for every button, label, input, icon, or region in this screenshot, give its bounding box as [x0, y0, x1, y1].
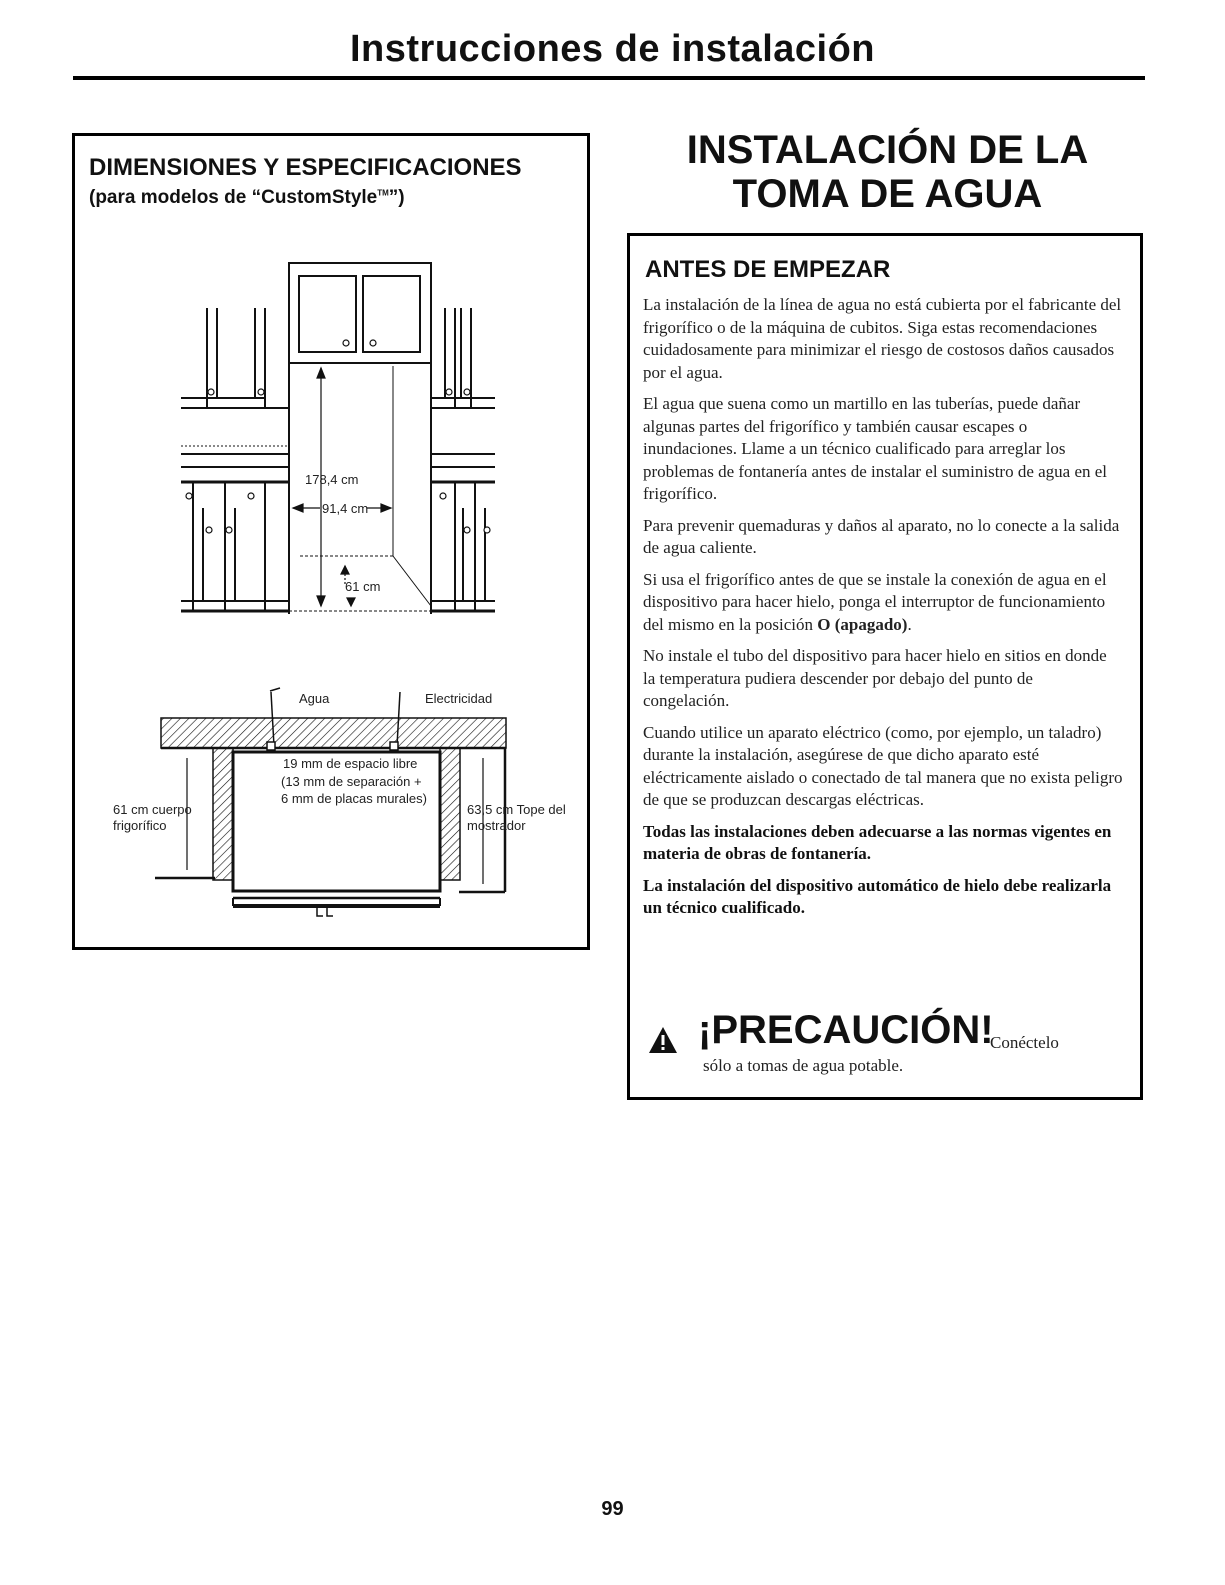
body-depth-line-2: frigorífico	[113, 818, 167, 833]
warning-triangle-icon	[648, 1026, 678, 1054]
height-label: 178,4 cm	[305, 472, 359, 487]
paragraph: Si usa el frigorífico antes de que se instale la conexión de agua en el dispositivo para hacer hielo, ponga el interruptor de funcionamiento del mismo en la posición O (apagado).	[643, 569, 1107, 634]
section-title	[630, 128, 1145, 216]
body-depth-line-1: 61 cm cuerpo	[113, 802, 192, 817]
dimensions-heading: DIMENSIONES Y ESPECIFICACIONES	[89, 154, 522, 181]
dimensions-box	[72, 133, 590, 950]
off-position-label: O (apagado)	[817, 614, 908, 634]
water-label: Agua	[299, 691, 330, 706]
page-title: Instrucciones de instalación	[349, 28, 876, 70]
section-title-line-2: TOMA DE AGUA	[732, 172, 1043, 216]
subheading-main: (para modelos de “CustomStyle	[89, 187, 378, 208]
before-you-begin-body	[643, 294, 1123, 929]
clearance-line-1: 19 mm de espacio libre	[283, 756, 418, 771]
caution-heading: ¡PRECAUCIÓN!	[698, 1008, 994, 1052]
electricity-label: Electricidad	[425, 691, 493, 706]
paragraph-text: Si usa el frigorífico antes de que se instale la conexión de agua en el dispositivo para hacer hielo, ponga el interruptor de funcionamiento del mismo en la posición	[643, 569, 1107, 634]
paragraph: Para prevenir quemaduras y daños al aparato, no lo conecte a la salida de agua caliente.	[643, 515, 1120, 557]
installation-diagram	[75, 136, 587, 947]
caution-text-continued: sólo a tomas de agua potable.	[703, 1056, 904, 1075]
subheading-end: ”)	[388, 187, 405, 208]
paragraph: Cuando utilice un aparato eléctrico (como, por ejemplo, un taladro) durante la instalación, asegúrese de que dicho aparato esté eléctricamente aislado o conectado de tal manera que no exista peligro de que se produzcan descargas eléctricas.	[643, 722, 1123, 809]
paragraph: El agua que suena como un martillo en las tuberías, puede dañar algunas partes del frigorífico y también causar escapes o inundaciones. Llame a un técnico cualificado para arreglar los problemas de fontanería antes de instalar el suministro de agua en el frigorífico.	[643, 394, 1108, 503]
counter-depth-line-1: 63,5 cm Tope del	[467, 802, 566, 817]
page-number: 99	[601, 1498, 624, 1520]
clearance-line-3: 6 mm de placas murales)	[281, 791, 427, 806]
title-rule	[73, 76, 1145, 80]
bold-paragraph: Todas las instalaciones deben adecuarse a las normas vigentes en materia de obras de fontanería.	[643, 821, 1112, 863]
before-you-begin-box	[627, 233, 1143, 1100]
trademark-mark: TM	[377, 188, 389, 198]
section-title-line-1: INSTALACIÓN DE LA	[686, 128, 1089, 172]
paragraph: La instalación de la línea de agua no está cubierta por el fabricante del frigorífico o de la máquina de cubitos. Siga estas recomendaciones cuidadosamente para minimizar el riesgo de costosos daños causados por el agua.	[643, 295, 1122, 382]
bold-paragraph: La instalación del dispositivo automático de hielo debe realizarla un técnico cualificado.	[643, 875, 1112, 917]
counter-depth-line-2: mostrador	[467, 818, 526, 833]
paragraph: No instale el tubo del dispositivo para hacer hielo en sitios en donde la temperatura pudiera descender por debajo del punto de congelación.	[643, 646, 1107, 710]
before-you-begin-heading: ANTES DE EMPEZAR	[645, 256, 891, 283]
width-label: 91,4 cm	[322, 501, 369, 516]
depth-label: 61 cm	[345, 579, 381, 594]
clearance-line-2: (13 mm de separación +	[281, 774, 422, 789]
caution-text: Conéctelo	[990, 1033, 1059, 1052]
